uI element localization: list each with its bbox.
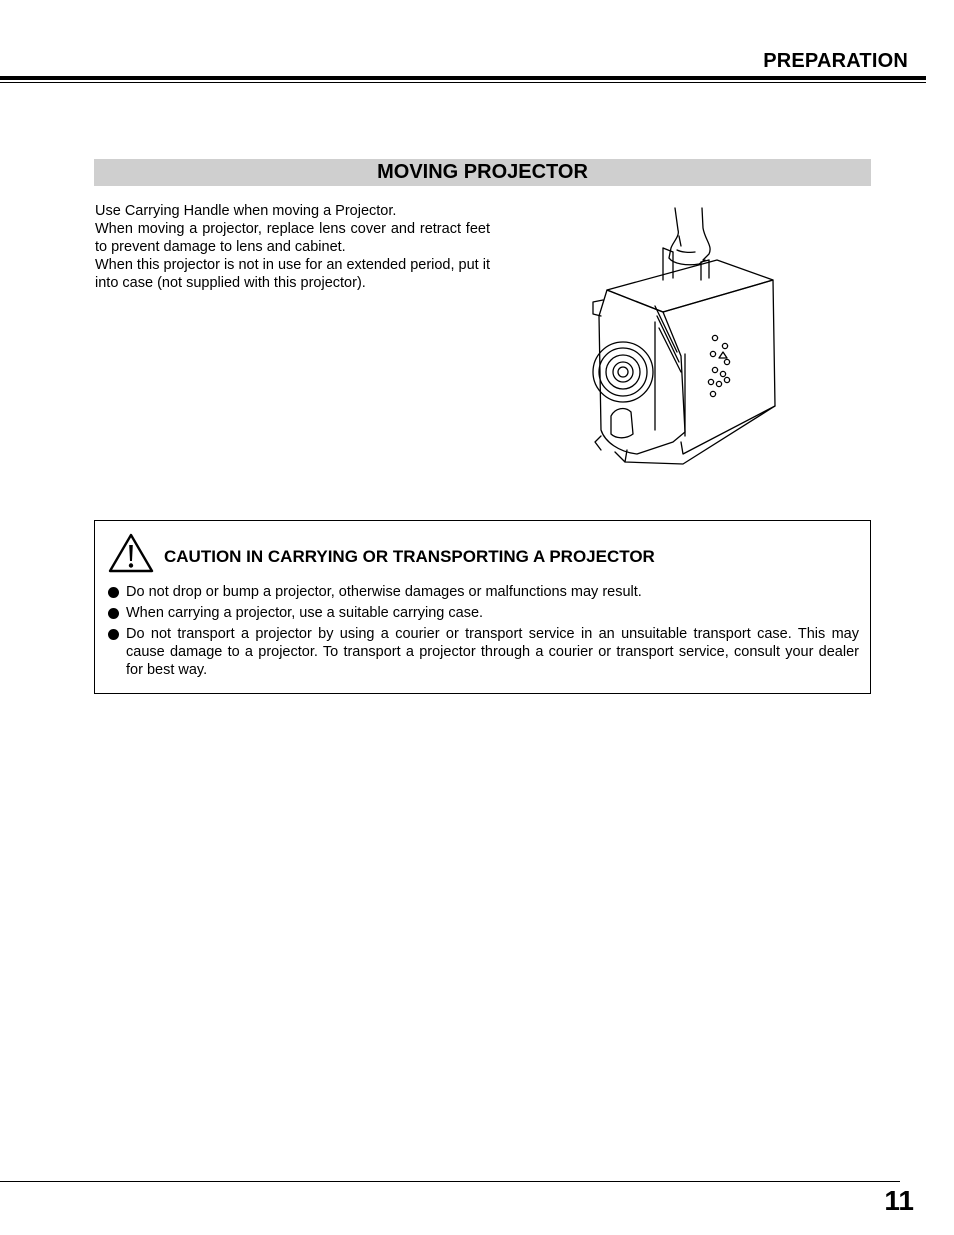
projector-carrying-illustration	[585, 206, 785, 468]
footer-rule	[0, 1181, 900, 1182]
caution-box	[94, 520, 871, 694]
intro-line: Use Carrying Handle when moving a Projector.	[95, 203, 397, 219]
bullet-icon	[108, 608, 119, 619]
header-rule-thin	[0, 82, 926, 83]
intro-text	[95, 202, 490, 292]
caution-item-text: Do not drop or bump a projector, otherwise damages or malfunctions may result.	[126, 584, 642, 600]
page-section-title: PREPARATION	[763, 50, 908, 72]
caution-item	[107, 625, 859, 679]
intro-line: When moving a projector, replace lens cover and retract feet to prevent damage to lens and cabinet.	[95, 221, 490, 255]
caution-list	[107, 583, 859, 682]
caution-item-text: Do not transport a projector by using a courier or transport service in an unsuitable transport case. This may cause damage to a projector. To transport a projector through a courier or transport service, consult your dealer for best way.	[126, 626, 859, 678]
header-rule-thick	[0, 76, 926, 80]
warning-triangle-icon	[108, 533, 154, 573]
intro-line: When this projector is not in use for an extended period, put it into case (not supplied with this projector).	[95, 257, 490, 291]
page-number: 11	[884, 1185, 914, 1216]
section-heading: MOVING PROJECTOR	[94, 159, 871, 186]
caution-title: CAUTION IN CARRYING OR TRANSPORTING A PROJECTOR	[164, 547, 655, 566]
caution-item	[107, 583, 859, 601]
caution-item-text: When carrying a projector, use a suitable carrying case.	[126, 605, 484, 621]
caution-item	[107, 604, 859, 622]
bullet-icon	[108, 587, 119, 598]
bullet-icon	[108, 629, 119, 640]
